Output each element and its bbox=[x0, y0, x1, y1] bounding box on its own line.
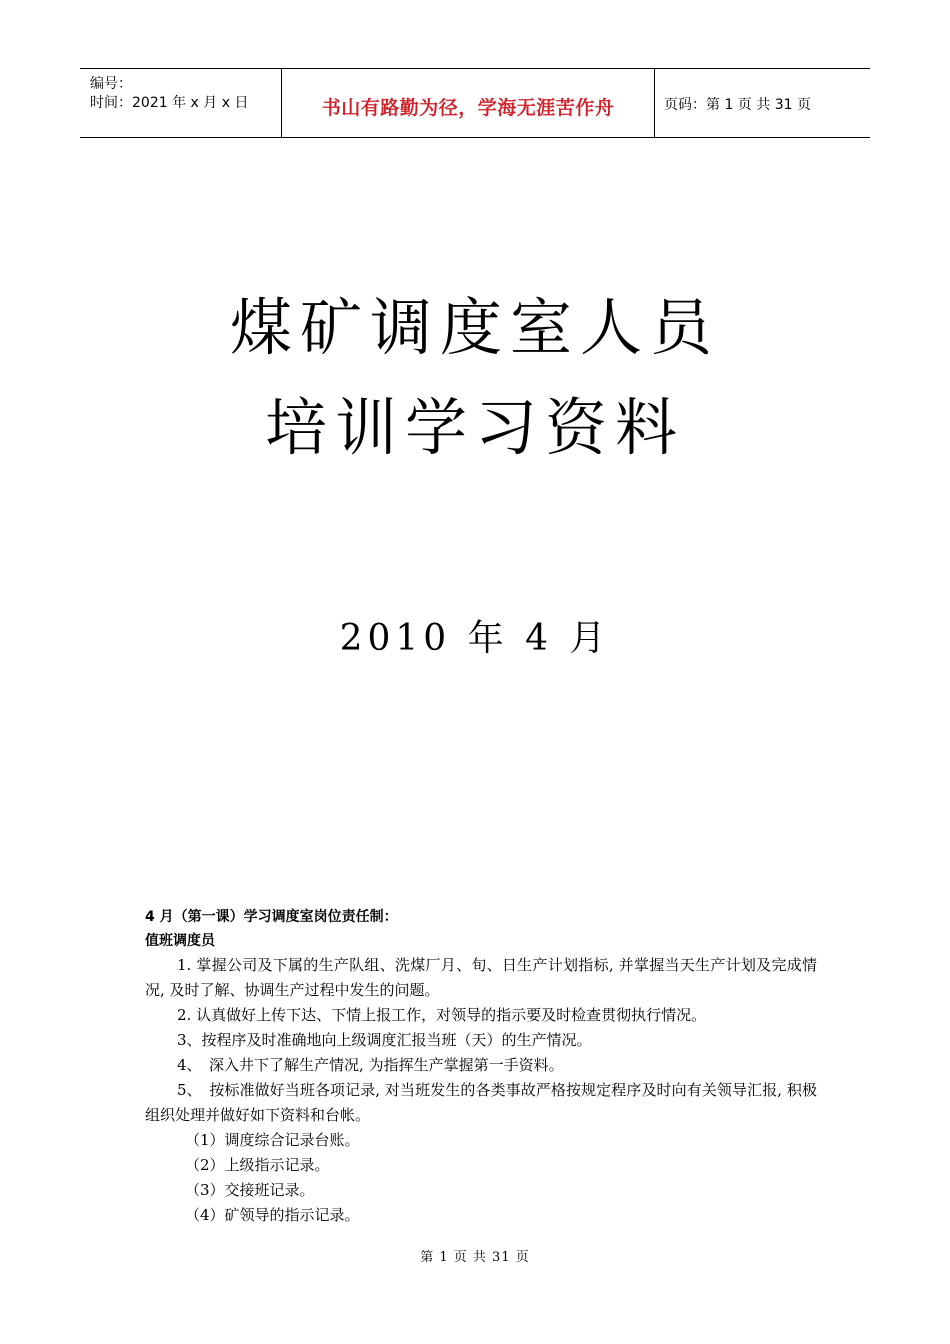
document-title-line1: 煤矿调度室人员 bbox=[229, 291, 720, 364]
document-title-line2: 培训学习资料 bbox=[264, 391, 685, 464]
paragraph: 5、 按标准做好当班各项记录, 对当班发生的各类事故严格按规定程序及时向有关领导汇报, 积极组织处理并做好如下资料和台帐。 bbox=[145, 1081, 817, 1124]
time-label: 时间：2021 年 x 月 x 日 bbox=[90, 95, 249, 111]
list-item: （3）交接班记录。 bbox=[185, 1181, 315, 1199]
number-label: 编号： bbox=[90, 76, 132, 92]
list-item: （1）调度综合记录台账。 bbox=[185, 1131, 360, 1149]
header-motto-cell bbox=[281, 69, 655, 137]
list-item: （4）矿领导的指示记录。 bbox=[185, 1206, 360, 1224]
header-table bbox=[80, 68, 870, 138]
paragraph: 3、按程序及时准确地向上级调度汇报当班（天）的生产情况。 bbox=[177, 1031, 592, 1049]
header-page-cell bbox=[654, 69, 870, 137]
paragraph: 2. 认真做好上传下达、下情上报工作，对领导的指示要及时检查贯彻执行情况。 bbox=[177, 1006, 707, 1024]
header-meta-cell bbox=[80, 69, 281, 137]
role-heading: 值班调度员 bbox=[145, 933, 215, 949]
paragraph: 1. 掌握公司及下属的生产队组、洗煤厂月、旬、日生产计划指标, 并掌握当天生产计划及完成情况, 及时了解、协调生产过程中发生的问题。 bbox=[145, 956, 817, 999]
paragraph: 4、 深入井下了解生产情况, 为指挥生产掌握第一手资料。 bbox=[177, 1056, 564, 1074]
document-date: 2010 年 4 月 bbox=[339, 618, 611, 659]
page-footer: 第 1 页 共 31 页 bbox=[420, 1250, 530, 1265]
list-item: （2）上级指示记录。 bbox=[185, 1156, 330, 1174]
content-body bbox=[145, 905, 817, 1228]
page-info: 页码：第 1 页 共 31 页 bbox=[664, 97, 811, 113]
lesson-heading: 4 月（第一课）学习调度室岗位责任制： bbox=[145, 909, 398, 925]
motto: 书山有路勤为径，学海无涯苦作舟 bbox=[321, 97, 615, 119]
